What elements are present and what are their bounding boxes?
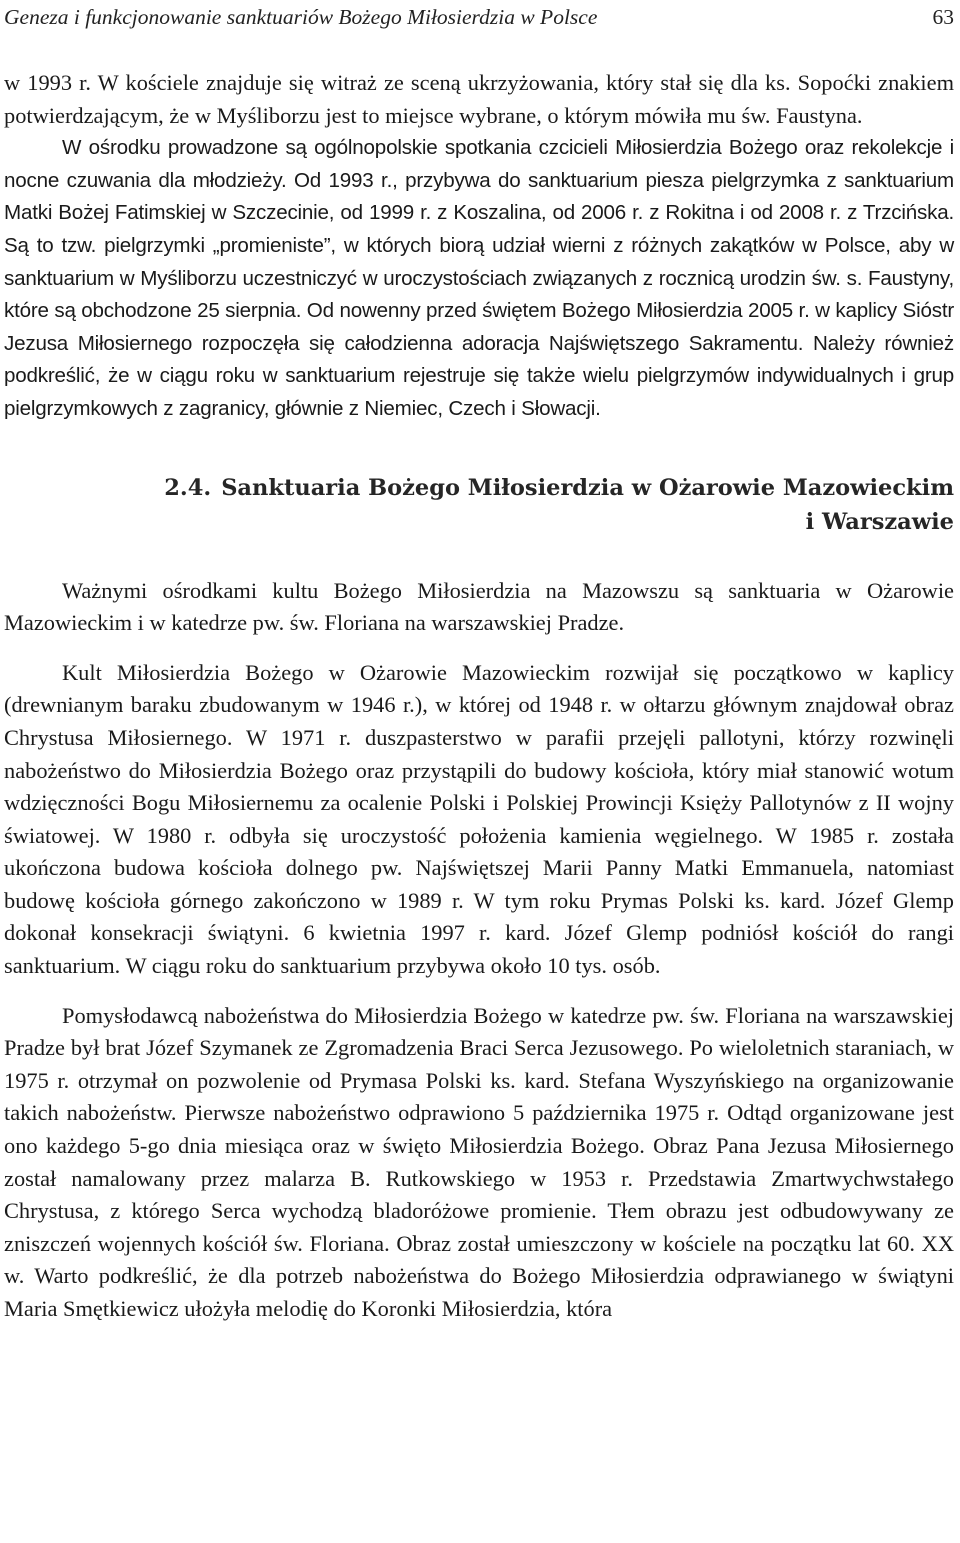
section-title-line-1: Sanktuaria Bożego Miłosierdzia w Ożarowie Mazowieckim — [221, 474, 954, 501]
document-page — [4, 0, 954, 1326]
section-title-line-2: i Warszawie — [805, 508, 954, 535]
section-heading-line-1 — [4, 471, 954, 505]
body-text-section — [4, 575, 954, 1326]
body-text-top — [4, 67, 954, 426]
paragraph-ozarow: Kult Miłosierdzia Bożego w Ożarowie Mazowieckim rozwijał się początkowo w kaplicy (drewnianym baraku zbudowanym w 1946 r.), w której od 1948 r. w ołtarzu głównym znajdował obraz Chrystusa Miłosiernego. W 1971 r. duszpasterstwo w parafii przejęli pallotyni, którzy rozwinęli nabożeństwo do Miłosierdzia Bożego oraz przystąpili do budowy kościoła, który miał stanowić wotum wdzięczności Bogu Miłosiernemu za ocalenie Polski i Polskiej Prowincji Księży Pallotynów z II wojny światowej. W 1980 r. odbyła się uroczystość położenia kamienia węgielnego. W 1985 r. została ukończona budowa kościoła dolnego pw. Najświętszej Marii Panny Matki Emmanuela, natomiast budowę kościoła górnego zakończono w 1989 r. W tym roku Prymas Polski ks. kard. Józef Glemp dokonał konsekracji świątyni. 6 kwietnia 1997 r. kard. Józef Glemp podniósł kościół do rangi sanktuarium. W ciągu roku do sanktuarium przybywa około 10 tys. osób. — [4, 659, 954, 979]
section-number: 2.4. — [164, 474, 212, 501]
paragraph-warsaw-praga: Pomysłodawcą nabożeństwa do Miłosierdzia Bożego w katedrze pw. św. Floriana na warszawskiej Pradze był brat Józef Szymanek ze Zgromadzenia Braci Serca Jezusowego. Po wieloletnich staraniach, w 1975 r. otrzymał on pozwolenie od Prymasa Polski ks. kard. Stefana Wyszyńskiego na organizowanie takich nabożeństw. Pierwsze nabożeństwo odprawiono 5 października 1975 r. Odtąd organizowane jest ono każdego 5-go dnia miesiąca oraz w święto Miłosierdzia Bożego. Obraz Pana Jezusa Miłosiernego został namalowany przez malarza B. Rutkowskiego w 1953 r. Przedstawia Zmartwychwstałego Chrystusa, z którego Serca wychodzą bladoróżowe promienie. Tłem obrazu jest odbudowywany ze zniszczeń wojennych kościół św. Floriana. Obraz został umieszczony w kościele na początku lat 60. XX w. Warto podkreślić, że dla potrzeb nabożeństwa do Bożego Miłosierdzia odprawianego w świątyni Maria Smętkiewicz ułożyła melodię do Koronki Miłosierdzia, która — [4, 1002, 954, 1321]
paragraph-myslibor-activities: W ośrodku prowadzone są ogólnopolskie spotkania czcicieli Miłosierdzia Bożego oraz rekolekcje i nocne czuwania dla młodzieży. Od 1993 r., przybywa do sanktuarium piesza pielgrzymka z sanktuarium Matki Bożej Fatimskiej w Szczecinie, od 1999 r. z Koszalina, od 2006 r. z Rokitna i od 2008 r. z Trzcińska. Są to tzw. pielgrzymki „promieniste”, w których biorą udział wierni z różnych zakątków w Polsce, aby w sanktuarium w Myśliborzu uczestniczyć w uroczystościach związanych z rocznicą urodzin św. s. Faustyny, które są obchodzone 25 sierpnia. Od nowenny przed świętem Bożego Miłosierdzia 2005 r. w kaplicy Sióstr Jezusa Miłosiernego rozpoczęła się całodzienna adoracja Najświętszego Sakramentu. Należy również podkreślić, że w ciągu roku w sanktuarium rejestruje się także wielu pielgrzymów indywidualnych i grup pielgrzymkowych z zagranicy, głównie z Niemiec, Czech i Słowacji. — [4, 136, 954, 420]
paragraph-intro: Ważnymi ośrodkami kultu Bożego Miłosierdzia na Mazowszu są sanktuaria w Ożarowie Mazowieckim i w katedrze pw. św. Floriana na warszawskiej Pradze. — [4, 577, 954, 636]
paragraph-continuation: w 1993 r. W kościele znajduje się witraż ze sceną ukrzyżowania, który stał się dla ks. Sopoćki znakiem potwierdzającym, że w Myśliborzu jest to miejsce wybrane, o którym mówiła mu św. Faustyna. — [4, 70, 954, 128]
running-header-title: Geneza i funkcjonowanie sanktuariów Bożego Miłosierdzia w Polsce — [4, 5, 598, 29]
section-heading — [4, 471, 954, 539]
running-header — [4, 2, 954, 32]
page-number: 63 — [932, 5, 954, 29]
